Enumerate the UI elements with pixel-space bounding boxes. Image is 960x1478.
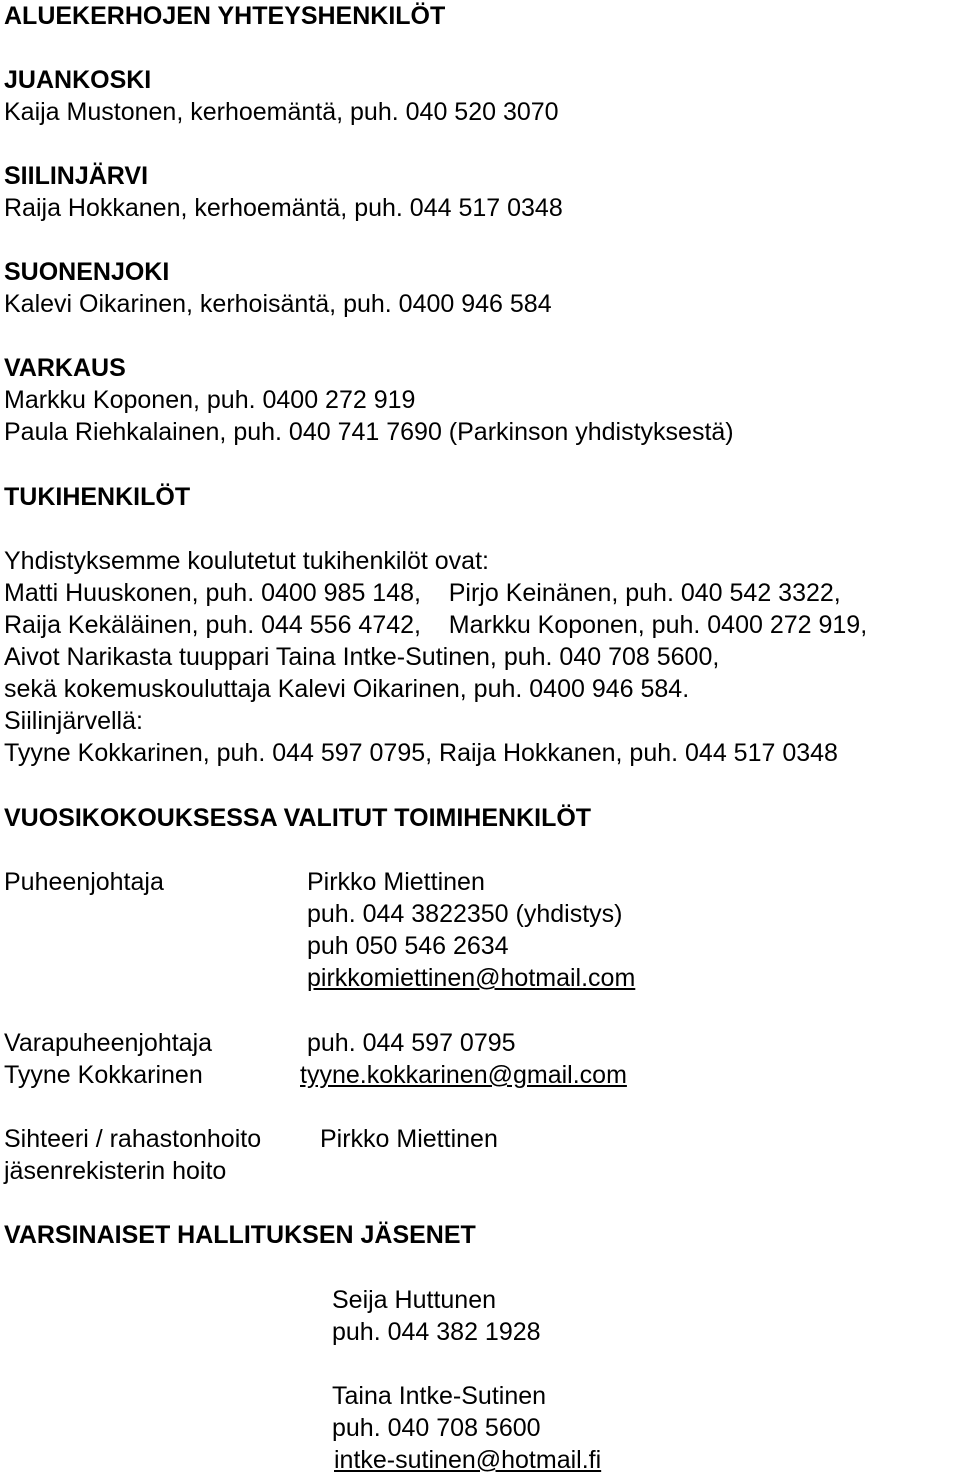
region-name-suonenjoki: SUONENJOKI [4,258,170,286]
role-varapuheenjohtaja: Varapuheenjohtaja [4,1029,213,1057]
contact-line-varkaus-2: Paula Riehkalainen, puh. 040 741 7690 (Parkinson yhdistyksestä) [4,418,734,446]
member-name: Taina Intke-Sutinen [332,1382,547,1410]
support-line: Tyyne Kokkarinen, puh. 044 597 0795, Raija Hokkanen, puh. 044 517 0348 [4,739,838,767]
support-line: Aivot Narikasta tuuppari Taina Intke-Sutinen, puh. 040 708 5600, [4,643,720,671]
contact-line-suonenjoki: Kalevi Oikarinen, kerhoisäntä, puh. 0400 946 584 [4,290,552,318]
section-heading-toimihenkilot: VUOSIKOKOUKSESSA VALITUT TOIMIHENKILÖT [4,804,592,832]
support-line: Siilinjärvellä: [4,707,143,735]
member-phone: puh. 044 382 1928 [332,1318,541,1346]
region-name-varkaus: VARKAUS [4,354,126,382]
contact-line-juankoski: Kaija Mustonen, kerhoemäntä, puh. 040 520 3070 [4,98,559,126]
email-link-varapuheenjohtaja[interactable]: tyyne.kokkarinen@gmail.com [300,1061,627,1089]
support-line: sekä kokemuskouluttaja Kalevi Oikarinen, puh. 0400 946 584. [4,675,690,703]
member-name: Seija Huttunen [332,1286,497,1314]
officer-name: Pirkko Miettinen [320,1125,498,1153]
officer-phone: puh. 044 3822350 (yhdistys) [307,900,623,928]
role-sihteeri: Sihteeri / rahastonhoito [4,1125,262,1153]
role-puheenjohtaja: Puheenjohtaja [4,868,164,896]
officer-phone: puh 050 546 2634 [307,932,509,960]
contact-line-varkaus-1: Markku Koponen, puh. 0400 272 919 [4,386,416,414]
region-name-siilinjarvi: SIILINJÄRVI [4,162,149,190]
support-line: Matti Huuskonen, puh. 0400 985 148, Pirjo Keinänen, puh. 040 542 3322, [4,579,841,607]
role-jasenrekisteri: jäsenrekisterin hoito [4,1157,227,1185]
officer-name: Pirkko Miettinen [307,868,485,896]
support-line: Raija Kekäläinen, puh. 044 556 4742, Markku Koponen, puh. 0400 272 919, [4,611,868,639]
officer-phone: puh. 044 597 0795 [307,1029,516,1057]
section-heading-tukihenkilot: TUKIHENKILÖT [4,483,191,511]
section-heading-aluekerhot: ALUEKERHOJEN YHTEYSHENKILÖT [4,2,446,30]
email-link-puheenjohtaja[interactable]: pirkkomiettinen@hotmail.com [307,964,636,992]
support-line: Yhdistyksemme koulutetut tukihenkilöt ovat: [4,547,489,575]
email-link-member[interactable]: intke-sutinen@hotmail.fi [334,1446,602,1474]
region-name-juankoski: JUANKOSKI [4,66,152,94]
section-heading-hallitus: VARSINAISET HALLITUKSEN JÄSENET [4,1221,476,1249]
officer-name: Tyyne Kokkarinen [4,1061,203,1089]
member-phone: puh. 040 708 5600 [332,1414,541,1442]
contact-line-siilinjarvi: Raija Hokkanen, kerhoemäntä, puh. 044 517 0348 [4,194,563,222]
